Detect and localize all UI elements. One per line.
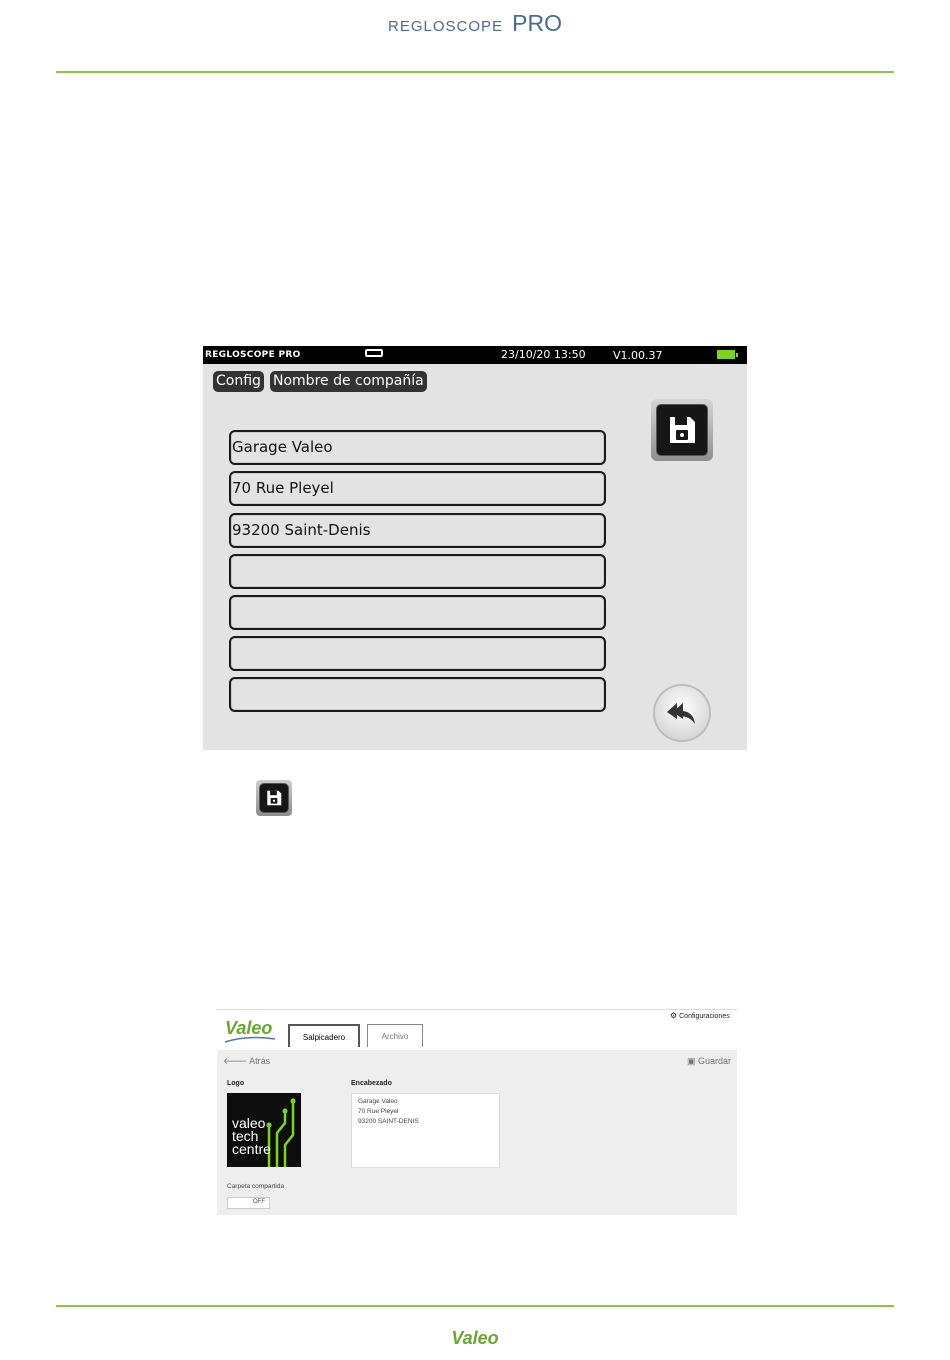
shared-folder-toggle[interactable] <box>227 1197 270 1209</box>
company-line-1-field[interactable]: Garage Valeo <box>229 430 606 465</box>
header-divider <box>56 71 894 73</box>
breadcrumb-config[interactable]: Config <box>213 371 264 392</box>
web-top-line <box>217 1009 737 1010</box>
footer-logo-text: Valeo <box>451 1328 499 1348</box>
back-label: Atrás <box>249 1056 271 1066</box>
settings-link[interactable] <box>670 1011 730 1020</box>
header-textarea[interactable]: Garage Valeo 70 Rue Pleyel 93200 SAINT-DENIS <box>351 1093 500 1168</box>
arrow-left-icon: 🡐 <box>223 1056 248 1066</box>
footer-divider <box>56 1305 894 1307</box>
usb-icon <box>365 349 383 357</box>
company-line-7-field[interactable] <box>229 677 606 712</box>
regloscope-pro-brand <box>0 10 950 37</box>
brand-name: REGLOSCOPE <box>388 18 504 35</box>
toggle-state: OFF <box>253 1199 265 1205</box>
save-link[interactable] <box>687 1056 731 1067</box>
breadcrumb-company-name[interactable]: Nombre de compañía <box>270 371 427 392</box>
gear-icon: ⚙ <box>670 1011 678 1020</box>
company-line-2-field[interactable]: 70 Rue Pleyel <box>229 471 606 506</box>
company-line-3-field[interactable]: 93200 Saint-Denis <box>229 513 606 548</box>
double-arrow-back-icon <box>655 686 709 740</box>
logo-image-text: valeo tech centre <box>232 1115 271 1157</box>
tab-dashboard[interactable]: Salpicadero <box>288 1024 360 1047</box>
status-version: V1.00.37 <box>613 349 663 362</box>
web-content <box>217 1050 737 1215</box>
shared-folder-label: Carpeta compartida <box>227 1183 285 1190</box>
company-line-6-field[interactable] <box>229 636 606 671</box>
floppy-disk-icon <box>656 404 708 456</box>
logo-label: Logo <box>227 1080 245 1087</box>
company-logo-image[interactable] <box>227 1093 301 1167</box>
status-datetime: 23/10/20 13:50 <box>501 348 586 361</box>
status-bar <box>203 346 747 364</box>
footer-valeo-logo <box>0 1328 950 1349</box>
save-icon: ▣ <box>686 1056 696 1066</box>
save-label: Guardar <box>697 1056 731 1066</box>
valeo-logo-swoosh <box>223 1036 277 1044</box>
status-title: REGLOSCOPE PRO <box>205 350 301 360</box>
tab-archive[interactable]: Archivo <box>367 1024 423 1047</box>
device-screen <box>203 346 747 750</box>
valeo-logo: Valeo <box>225 1018 273 1038</box>
brand-suffix: PRO <box>512 10 562 36</box>
settings-label: Configuraciones <box>679 1013 730 1020</box>
battery-icon <box>717 350 735 359</box>
company-line-5-field[interactable] <box>229 595 606 630</box>
web-config-screenshot <box>217 1009 737 1215</box>
header-label: Encabezado <box>351 1080 392 1087</box>
back-button[interactable] <box>655 686 709 740</box>
company-line-4-field[interactable] <box>229 554 606 589</box>
back-link[interactable] <box>223 1056 270 1067</box>
save-button[interactable] <box>651 399 713 461</box>
floppy-disk-icon <box>256 780 292 816</box>
